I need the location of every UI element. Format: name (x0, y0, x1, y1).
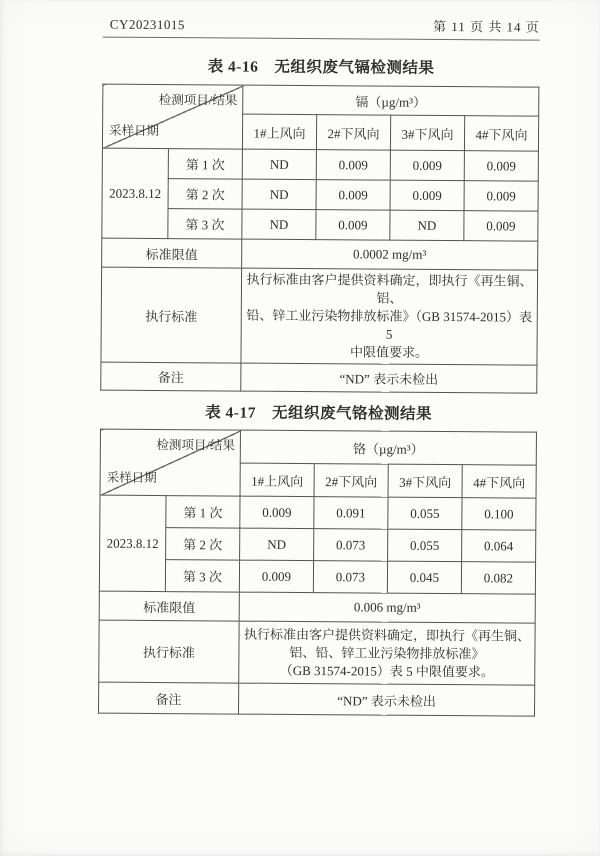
sample-date-cell: 2023.8.12 (99, 495, 166, 591)
table-row (100, 429, 536, 465)
column-header-cell: 4#下风向 (464, 116, 538, 152)
value-cell: 0.009 (316, 210, 390, 241)
remark-label-cell: 备注 (101, 362, 241, 391)
value-cell: ND (242, 209, 316, 240)
table-row (102, 178, 538, 211)
column-header-cell: 4#下风向 (462, 465, 536, 499)
corner-label-item: 检测项目/结果 (158, 93, 238, 108)
value-cell: 0.064 (462, 530, 536, 563)
row-label-cell: 第 3 次 (165, 560, 239, 593)
cadmium-results-table (100, 84, 539, 394)
corner-label-date: 采样日期 (106, 470, 157, 486)
value-cell: 0.091 (314, 497, 388, 530)
page-content (98, 0, 540, 717)
value-cell: ND (390, 210, 464, 241)
value-cell: 0.009 (464, 151, 538, 182)
column-header-cell: 3#下风向 (388, 464, 462, 498)
value-cell: 0.009 (390, 150, 464, 181)
value-cell: 0.009 (390, 180, 464, 211)
value-cell: 0.082 (461, 562, 535, 595)
value-cell: 0.055 (388, 497, 462, 530)
table-4-17-title: 表 4-17 无组织废气铬检测结果 (205, 404, 433, 423)
value-cell: 0.009 (464, 211, 538, 242)
row-label-cell: 第 2 次 (168, 179, 242, 210)
corner-label-item: 检测项目/结果 (156, 437, 235, 453)
value-cell: 0.045 (387, 561, 461, 594)
limit-value-cell: 0.006 mg/m³ (239, 592, 535, 623)
column-header-cell: 2#下风向 (314, 464, 388, 498)
remark-value-cell: “ND” 表示未检出 (239, 683, 535, 716)
page-number: 第 11 页 共 14 页 (432, 18, 540, 35)
row-label-cell: 第 1 次 (166, 496, 240, 529)
value-cell: ND (242, 179, 316, 210)
table-row (99, 682, 535, 716)
value-cell: 0.073 (314, 529, 388, 562)
table-row (100, 527, 536, 562)
value-cell: 0.009 (239, 560, 313, 593)
analyte-header-cell: 铬（µg/m³） (240, 430, 536, 465)
remark-value-cell: “ND” 表示未检出 (241, 363, 537, 393)
corner-label-date: 采样日期 (109, 123, 160, 139)
page-header (103, 0, 540, 41)
value-cell: 0.009 (240, 496, 314, 529)
table-row (103, 84, 539, 116)
row-label-cell: 第 2 次 (166, 528, 240, 561)
remark-label-cell: 备注 (99, 682, 239, 714)
diagonal-header-cell (100, 429, 240, 496)
table-row (101, 267, 538, 365)
analyte-header-cell: 镉（µg/m³） (243, 85, 539, 116)
standard-label-cell: 执行标准 (99, 620, 239, 683)
column-header-cell: 2#下风向 (316, 115, 390, 151)
limit-label-cell: 标准限值 (99, 591, 239, 621)
document-number: CY20231015 (109, 16, 185, 33)
limit-value-cell: 0.0002 mg/m³ (242, 239, 538, 270)
table-row (99, 559, 535, 594)
standard-text-cell: 执行标准由客户提供资料确定，即执行《再生铜、 铝、铅、锌工业污染物排放标准》 （GB 31574-2015）表 5 中限值要求。 (239, 621, 535, 685)
value-cell: ND (240, 528, 314, 561)
value-cell: ND (242, 149, 316, 180)
column-header-cell: 1#上风向 (242, 114, 316, 150)
value-cell: 0.055 (388, 529, 462, 562)
table-row (102, 148, 538, 181)
column-header-cell: 3#下风向 (390, 115, 464, 151)
table-row (101, 362, 537, 393)
table-row (102, 238, 538, 270)
value-cell: 0.009 (316, 180, 390, 211)
table-row (102, 208, 538, 241)
diagonal-header-cell (102, 84, 242, 149)
sample-date-cell: 2023.8.12 (102, 148, 169, 238)
table-4-16-title: 表 4-16 无组织废气镉检测结果 (207, 58, 435, 77)
limit-label-cell: 标准限值 (102, 238, 242, 268)
row-label-cell: 第 1 次 (168, 149, 242, 180)
table-row (100, 495, 536, 530)
value-cell: 0.009 (316, 150, 390, 181)
standard-text-cell: 执行标准由客户提供资料确定，即执行《再生铜、铝、 铅、锌工业污染物排放标准》（GB 31574-2015）表 5 中限值要求。 (241, 268, 538, 365)
row-label-cell: 第 3 次 (168, 209, 242, 240)
standard-label-cell: 执行标准 (101, 267, 242, 363)
table-row (99, 591, 535, 623)
value-cell: 0.100 (462, 498, 536, 531)
value-cell: 0.073 (313, 561, 387, 594)
value-cell: 0.009 (464, 181, 538, 212)
chromium-results-table (98, 429, 537, 717)
column-header-cell: 1#上风向 (240, 463, 314, 497)
table-row (99, 620, 535, 685)
